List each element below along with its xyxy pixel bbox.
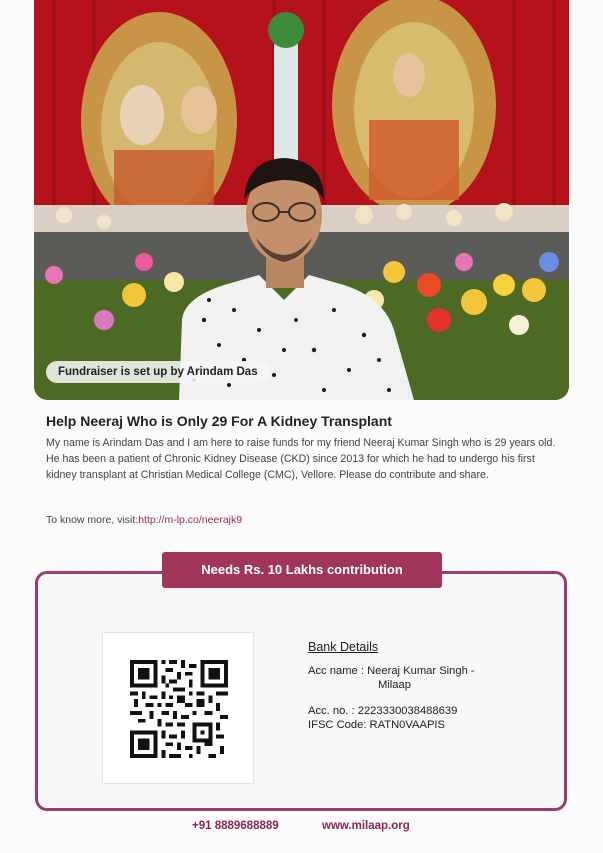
contribution-banner: Needs Rs. 10 Lakhs contribution: [162, 552, 442, 588]
campaign-title: Help Neeraj Who is Only 29 For A Kidney Transplant: [46, 413, 392, 429]
footer-phone[interactable]: +91 8889688889: [192, 820, 279, 832]
account-name-continued: Milaap: [378, 679, 411, 691]
bank-details-heading: Bank Details: [308, 640, 379, 654]
qr-code-icon: [130, 660, 228, 758]
hero-photo: [34, 0, 569, 400]
qr-code-box[interactable]: [102, 632, 254, 784]
footer-website[interactable]: www.milaap.org: [322, 820, 410, 832]
campaign-story: My name is Arindam Das and I am here to raise funds for my friend Neeraj Kumar Singh who is 29 years old. He has been a patient of Chronic Kidney Disease (CKD) since 2013 for which he had to undergo his first kidney transplant at Christian Medical College (CMC), Vellore. Please do contribute and share.: [46, 437, 556, 481]
account-number: Acc. no. : 2223330038488639: [308, 705, 458, 717]
account-name: Acc name : Neeraj Kumar Singh -: [308, 665, 475, 677]
bank-details: [308, 640, 538, 732]
know-more-prefix: To know more, visit:: [46, 514, 139, 526]
know-more-line: [46, 514, 242, 526]
ifsc-code: IFSC Code: RATN0VAAPIS: [308, 719, 445, 731]
campaign-link[interactable]: http://m-lp.co/neerajk9: [138, 514, 243, 526]
fundraiser-setup-badge: Fundraiser is set up by Arindam Das: [46, 361, 270, 383]
footer: [0, 820, 603, 836]
